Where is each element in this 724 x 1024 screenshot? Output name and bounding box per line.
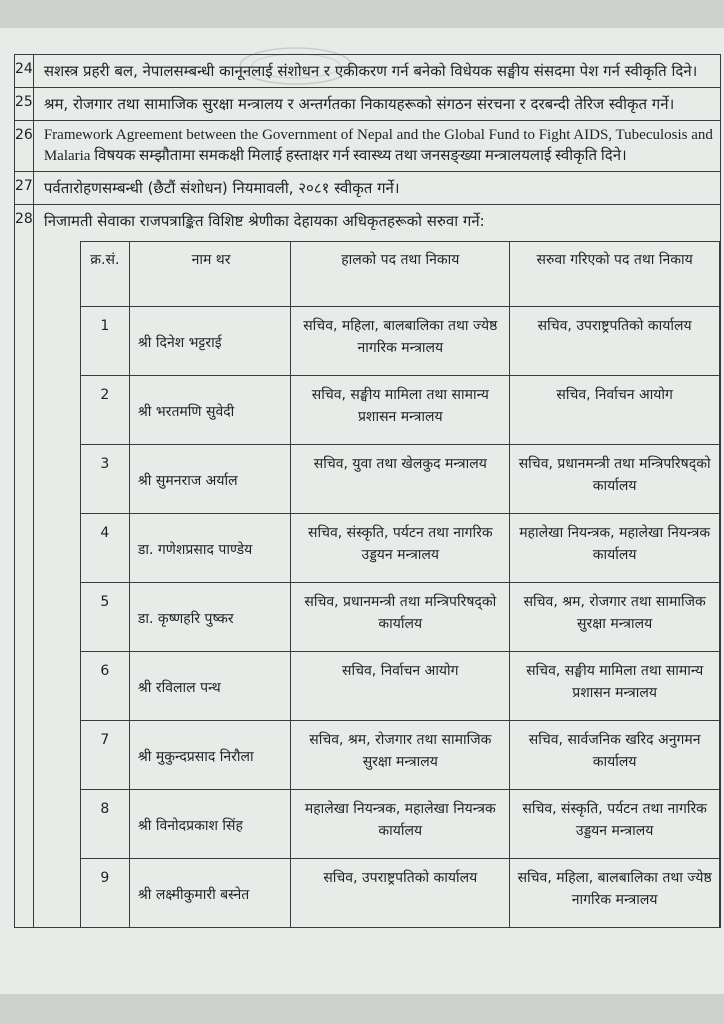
new-post-cell: सचिव, सार्वजनिक खरिद अनुगमन कार्यालय — [510, 721, 719, 790]
decision-number: 26 — [15, 121, 34, 172]
new-post-cell: सचिव, निर्वाचन आयोग — [510, 376, 719, 445]
current-post-cell: सचिव, श्रम, रोजगार तथा सामाजिक सुरक्षा मन्त्रालय — [291, 721, 510, 790]
current-post-cell: सचिव, युवा तथा खेलकुद मन्त्रालय — [291, 445, 510, 514]
new-post-cell: सचिव, प्रधानमन्त्री तथा मन्त्रिपरिषद्को कार्यालय — [510, 445, 719, 514]
decision-text: निजामती सेवाका राजपत्राङ्कित विशिष्ट श्रेणीका देहायका अधिकृतहरूको सरुवा गर्ने: — [43, 212, 485, 230]
name-cell: श्री दिनेश भट्टराई — [129, 307, 290, 376]
transfer-row — [80, 445, 719, 514]
serial-cell: 6 — [80, 652, 129, 721]
transfer-row — [80, 307, 719, 376]
name-cell: श्री सुमनराज अर्याल — [129, 445, 290, 514]
name-cell: श्री विनोदप्रकाश सिंह — [129, 790, 290, 859]
decision-row — [15, 205, 721, 928]
decision-text — [33, 121, 720, 172]
transfer-row — [80, 514, 719, 583]
decision-cell — [33, 205, 720, 928]
new-post-cell: सचिव, श्रम, रोजगार तथा सामाजिक सुरक्षा मन्त्रालय — [510, 583, 719, 652]
header-new-post: सरुवा गरिएको पद तथा निकाय — [510, 242, 719, 307]
new-post-cell: सचिव, संस्कृति, पर्यटन तथा नागरिक उड्डयन मन्त्रालय — [510, 790, 719, 859]
current-post-cell: सचिव, उपराष्ट्रपतिको कार्यालय — [291, 859, 510, 928]
decision-row — [15, 172, 721, 205]
decision-number: 28 — [15, 205, 34, 928]
decision-text-english: Framework Agreement between the Government of Nepal and the Global Fund to Fight AIDS, Tubeculosis and Malaria — [43, 127, 713, 164]
serial-cell: 4 — [80, 514, 129, 583]
decision-row — [15, 121, 721, 172]
serial-cell: 7 — [80, 721, 129, 790]
name-cell: श्री लक्ष्मीकुमारी बस्नेत — [129, 859, 290, 928]
transfer-row — [80, 376, 719, 445]
decision-number: 24 — [15, 55, 34, 88]
new-post-cell: महालेखा नियन्त्रक, महालेखा नियन्त्रक कार्यालय — [510, 514, 719, 583]
new-post-cell: सचिव, सङ्घीय मामिला तथा सामान्य प्रशासन मन्त्रालय — [510, 652, 719, 721]
header-name: नाम थर — [129, 242, 290, 307]
current-post-cell: सचिव, महिला, बालबालिका तथा ज्येष्ठ नागरिक मन्त्रालय — [291, 307, 510, 376]
transfer-row — [80, 583, 719, 652]
serial-cell: 3 — [80, 445, 129, 514]
header-current-post: हालको पद तथा निकाय — [291, 242, 510, 307]
decision-text: पर्वतारोहणसम्बन्धी (छैटौं संशोधन) नियमावली, २०८१ स्वीकृत गर्ने। — [33, 172, 720, 205]
name-cell: श्री रविलाल पन्थ — [129, 652, 290, 721]
transfer-row — [80, 721, 719, 790]
decision-row — [15, 88, 721, 121]
serial-cell: 8 — [80, 790, 129, 859]
serial-cell: 1 — [80, 307, 129, 376]
current-post-cell: महालेखा नियन्त्रक, महालेखा नियन्त्रक कार्यालय — [291, 790, 510, 859]
serial-cell: 5 — [80, 583, 129, 652]
decisions-table — [14, 54, 721, 928]
name-cell: डा. गणेशप्रसाद पाण्डेय — [129, 514, 290, 583]
header-serial: क्र.सं. — [80, 242, 129, 307]
current-post-cell: सचिव, सङ्घीय मामिला तथा सामान्य प्रशासन मन्त्रालय — [291, 376, 510, 445]
decision-text-nepali: विषयक सम्झौतामा समकक्षी मिलाई हस्ताक्षर गर्न स्वास्थ्य तथा जनसङ्ख्या मन्त्रालयलाई स्वीकृति दिने। — [94, 148, 627, 164]
serial-cell: 2 — [80, 376, 129, 445]
decision-number: 27 — [15, 172, 34, 205]
name-cell: डा. कृष्णहरि पुष्कर — [129, 583, 290, 652]
name-cell: श्री मुकुन्दप्रसाद निरौला — [129, 721, 290, 790]
transfer-header-row — [80, 242, 719, 307]
new-post-cell: सचिव, महिला, बालबालिका तथा ज्येष्ठ नागरिक मन्त्रालय — [510, 859, 719, 928]
new-post-cell: सचिव, उपराष्ट्रपतिको कार्यालय — [510, 307, 719, 376]
transfer-table — [80, 241, 720, 928]
serial-cell: 9 — [80, 859, 129, 928]
current-post-cell: सचिव, प्रधानमन्त्री तथा मन्त्रिपरिषद्को कार्यालय — [291, 583, 510, 652]
decision-text: सशस्त्र प्रहरी बल, नेपालसम्बन्धी कानूनलाई संशोधन र एकीकरण गर्न बनेको विधेयक सङ्घीय संसदमा पेश गर्न स्वीकृति दिने। — [33, 55, 720, 88]
transfer-row — [80, 790, 719, 859]
transfer-row — [80, 652, 719, 721]
decision-text: श्रम, रोजगार तथा सामाजिक सुरक्षा मन्त्रालय र अन्तर्गतका निकायहरूको संगठन संरचना र दरबन्दी तेरिज स्वीकृत गर्ने। — [33, 88, 720, 121]
decision-number: 25 — [15, 88, 34, 121]
transfer-row — [80, 859, 719, 928]
name-cell: श्री भरतमणि सुवेदी — [129, 376, 290, 445]
current-post-cell: सचिव, संस्कृति, पर्यटन तथा नागरिक उड्डयन मन्त्रालय — [291, 514, 510, 583]
decision-row — [15, 55, 721, 88]
current-post-cell: सचिव, निर्वाचन आयोग — [291, 652, 510, 721]
